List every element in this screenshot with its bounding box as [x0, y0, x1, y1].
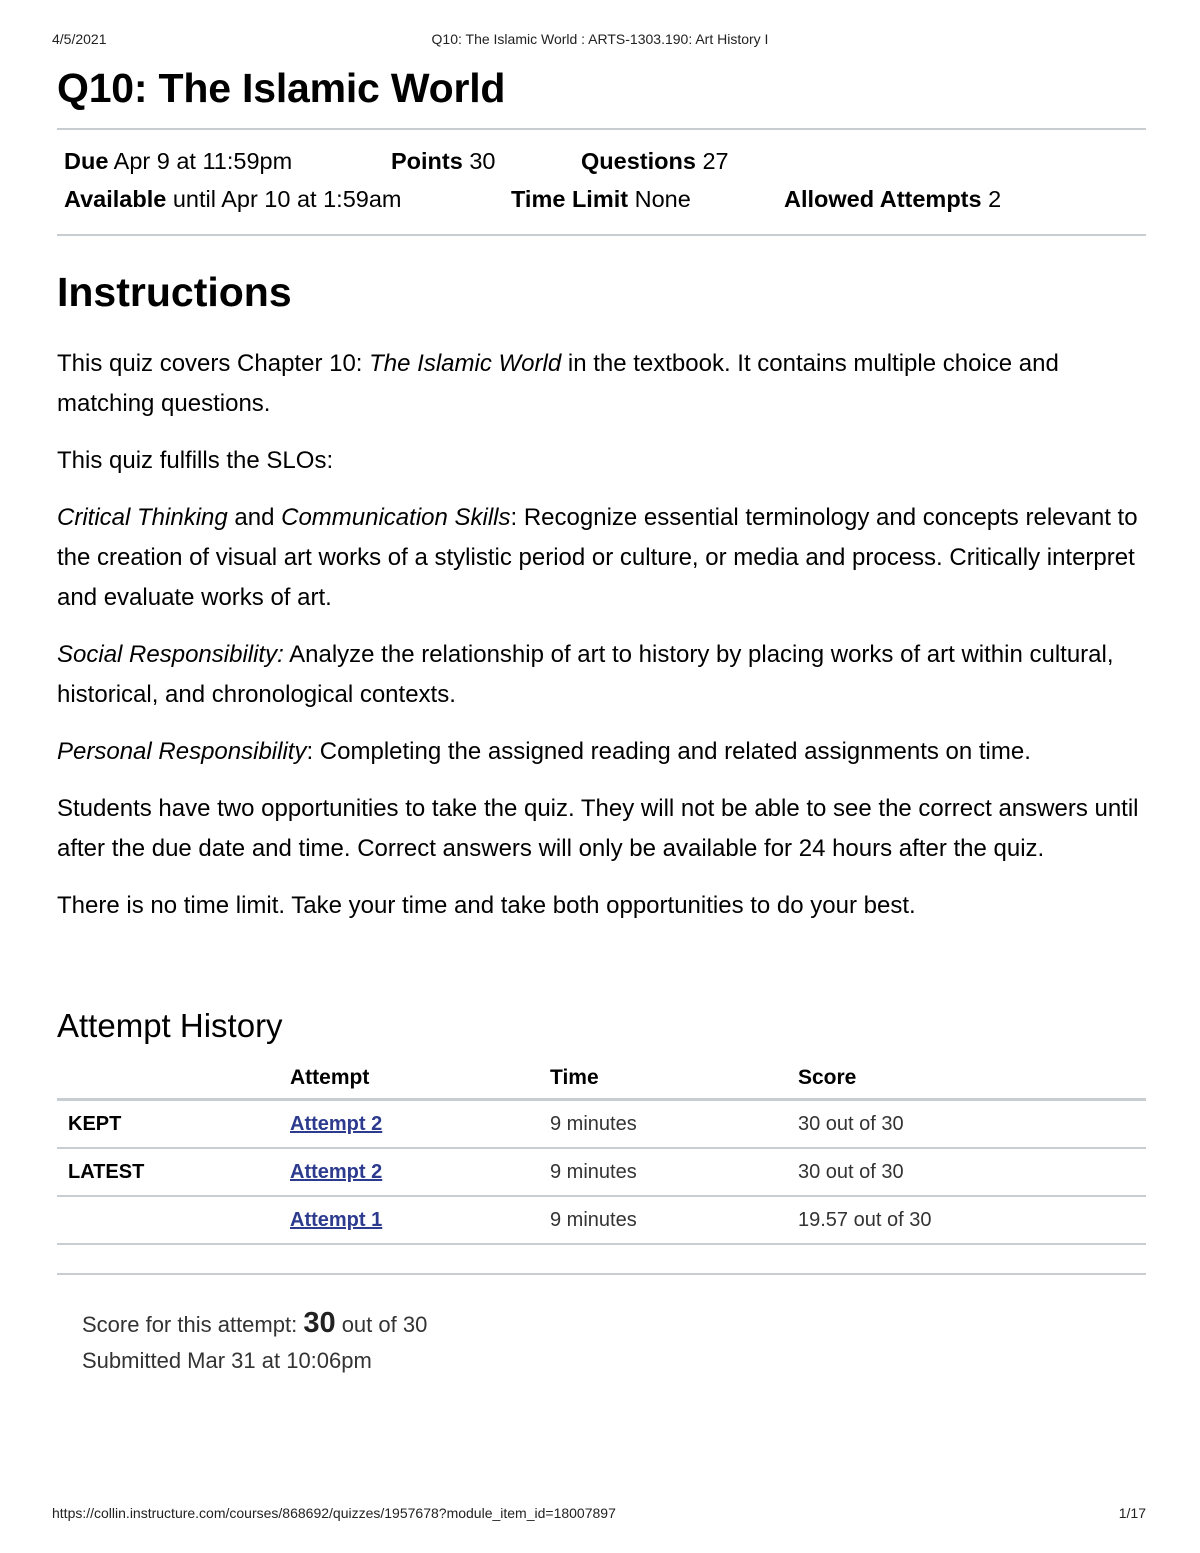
print-page-title: Q10: The Islamic World : ARTS-1303.190: Art History I — [431, 31, 769, 47]
due-detail — [64, 148, 292, 175]
points-label: Points — [391, 148, 463, 174]
instructions-paragraph: This quiz covers Chapter 10: The Islamic World in the textbook. It contains multiple choice and matching questions. — [57, 350, 1059, 417]
column-header-attempt: Attempt — [290, 1064, 550, 1100]
attempt-link[interactable]: Attempt 1 — [290, 1208, 383, 1231]
time-limit-label: Time Limit — [511, 186, 629, 212]
due-value: Apr 9 at 11:59pm — [113, 148, 293, 174]
allowed-attempts-value: 2 — [988, 186, 1002, 212]
questions-label: Questions — [581, 148, 696, 174]
attempt-score: 30 out of 30 — [798, 1100, 1146, 1149]
instructions-paragraph: Students have two opportunities to take the quiz. They will not be able to see the correct answers until after the due date and time. Correct answers will only be available for 24 hours after the quiz. — [57, 795, 1139, 862]
attempt-time: 9 minutes — [550, 1148, 798, 1196]
table-row — [57, 1196, 1146, 1244]
attempt-score: 30 out of 30 — [798, 1148, 1146, 1196]
attempt-status: LATEST — [57, 1148, 290, 1196]
quiz-title: Q10: The Islamic World — [57, 65, 506, 111]
available-value: until Apr 10 at 1:59am — [172, 186, 402, 212]
instructions-paragraph: There is no time limit. Take your time and take both opportunities to do your best. — [57, 892, 916, 919]
chapter-title: The Islamic World — [369, 350, 562, 377]
instructions-paragraph: Critical Thinking and Communication Skills: Recognize essential terminology and concepts relevant to the creation of visual art works of a stylistic period or culture, or media and process. Critically interpret and evaluate works of art. — [57, 504, 1138, 611]
attempt-time: 9 minutes — [550, 1196, 798, 1244]
questions-detail — [581, 148, 729, 175]
due-label: Due — [64, 148, 109, 174]
attempt-time: 9 minutes — [550, 1100, 798, 1149]
page-url: https://collin.instructure.com/courses/868692/quizzes/1957678?module_item_id=18007897 — [52, 1505, 616, 1521]
allowed-attempts-detail — [784, 186, 1001, 213]
score-for-attempt: Score for this attempt: 30 out of 30 — [82, 1307, 428, 1339]
instructions-title: Instructions — [57, 269, 292, 315]
instructions-paragraph: This quiz fulfills the SLOs: — [57, 447, 334, 474]
print-date: 4/5/2021 — [52, 31, 107, 47]
score-value: 30 — [303, 1307, 336, 1339]
attempt-link[interactable]: Attempt 2 — [290, 1112, 383, 1135]
attempt-history-table — [57, 1064, 1146, 1245]
divider — [57, 1273, 1146, 1275]
submitted-timestamp: Submitted Mar 31 at 10:06pm — [82, 1348, 372, 1373]
available-detail — [64, 186, 401, 213]
column-header — [57, 1064, 290, 1100]
instructions-paragraph: Social Responsibility: Analyze the relationship of art to history by placing works of art within cultural, historical, and chronological contexts. — [57, 641, 1114, 708]
column-header-score: Score — [798, 1064, 1146, 1100]
instructions-body — [57, 344, 1146, 926]
attempt-history-title: Attempt History — [57, 1007, 283, 1044]
questions-value: 27 — [702, 148, 729, 174]
divider — [57, 234, 1146, 236]
points-value: 30 — [469, 148, 496, 174]
attempt-score: 19.57 out of 30 — [798, 1196, 1146, 1244]
time-limit-value: None — [634, 186, 691, 212]
column-header-time: Time — [550, 1064, 798, 1100]
score-summary — [82, 1305, 1146, 1379]
page-number: 1/17 — [1118, 1505, 1146, 1521]
time-limit-detail — [511, 186, 691, 213]
table-row — [57, 1100, 1146, 1149]
attempt-link[interactable]: Attempt 2 — [290, 1160, 383, 1183]
available-label: Available — [64, 186, 167, 212]
points-detail — [391, 148, 495, 175]
quiz-details — [57, 130, 1146, 234]
quiz-content — [57, 62, 1146, 1379]
attempt-status — [57, 1196, 290, 1244]
print-header — [0, 31, 1200, 51]
attempt-status: KEPT — [57, 1100, 290, 1149]
table-row — [57, 1148, 1146, 1196]
table-header-row — [57, 1064, 1146, 1100]
instructions-paragraph: Personal Responsibility: Completing the assigned reading and related assignments on time. — [57, 738, 1031, 765]
allowed-attempts-label: Allowed Attempts — [784, 186, 982, 212]
